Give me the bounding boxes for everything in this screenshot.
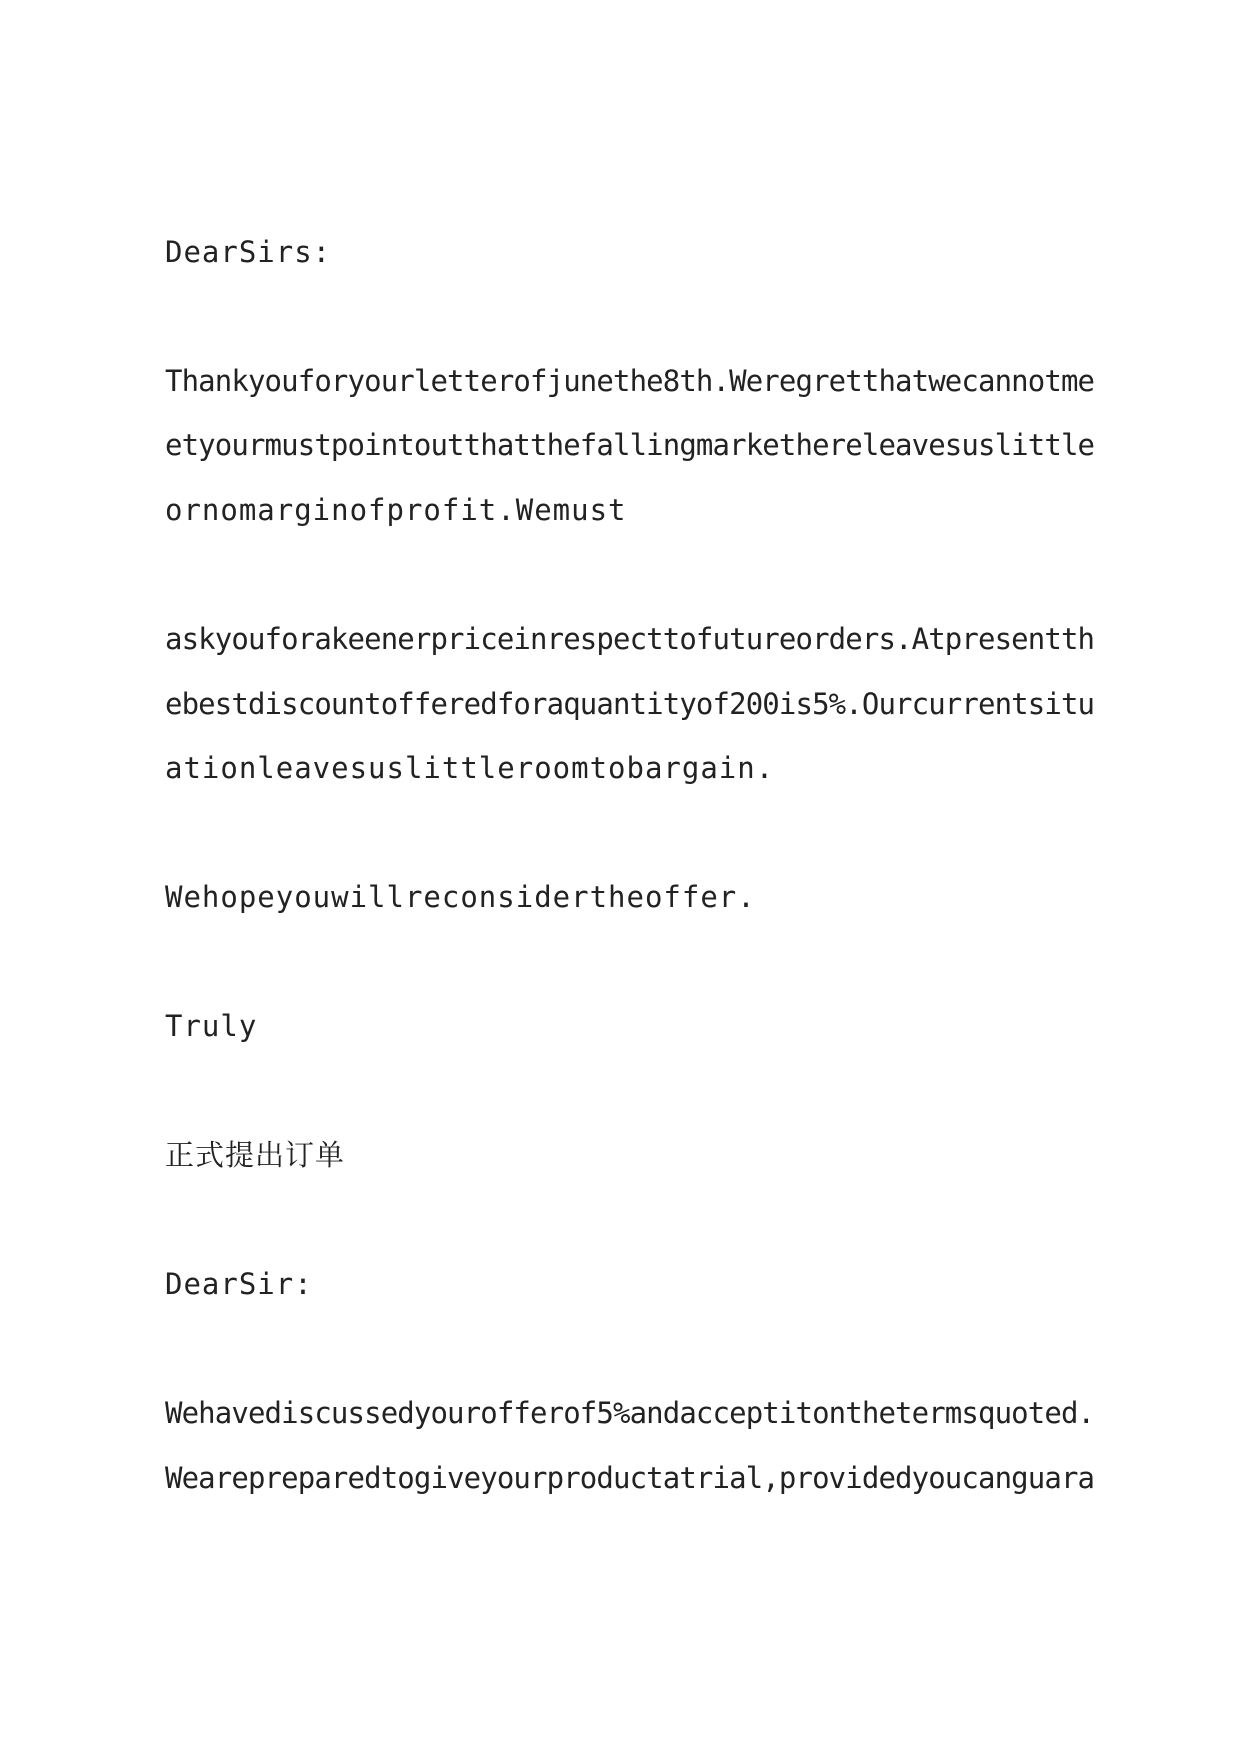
letter1-salutation: DearSirs: <box>165 235 332 269</box>
letter2-paragraph1-line2: Wearepreparedtogiveyourproductatrial,providedyoucanguara <box>165 1461 1095 1495</box>
letter1-paragraph1-line2: etyourmustpointoutthatthefallingmarkethereleavesuslittle <box>165 428 1095 462</box>
letter1-paragraph1-line3: ornomarginofprofit.Wemust <box>165 493 627 527</box>
section-heading: 正式提出订单 <box>165 1138 346 1172</box>
letter1-paragraph2-line3: ationleavesuslittleroomtobargain. <box>165 751 775 785</box>
letter1-paragraph2-line1: askyouforakeenerpriceinrespecttofutureorders.Atpresentth <box>165 622 1095 656</box>
letter1-closing: Truly <box>165 1009 258 1043</box>
letter1-paragraph2-line2: ebestdiscountofferedforaquantityof200is5%.Ourcurrentsitu <box>165 687 1095 721</box>
letter2-salutation: DearSir: <box>165 1267 313 1301</box>
letter1-paragraph1-line1: Thankyouforyourletterofjunethe8th.Weregretthatwecannotme <box>165 364 1095 398</box>
letter2-paragraph1-line1: Wehavediscussedyourofferof5%andacceptitonthetermsquoted. <box>165 1396 1095 1430</box>
letter1-paragraph3: Wehopeyouwillreconsidertheoffer. <box>165 880 756 914</box>
